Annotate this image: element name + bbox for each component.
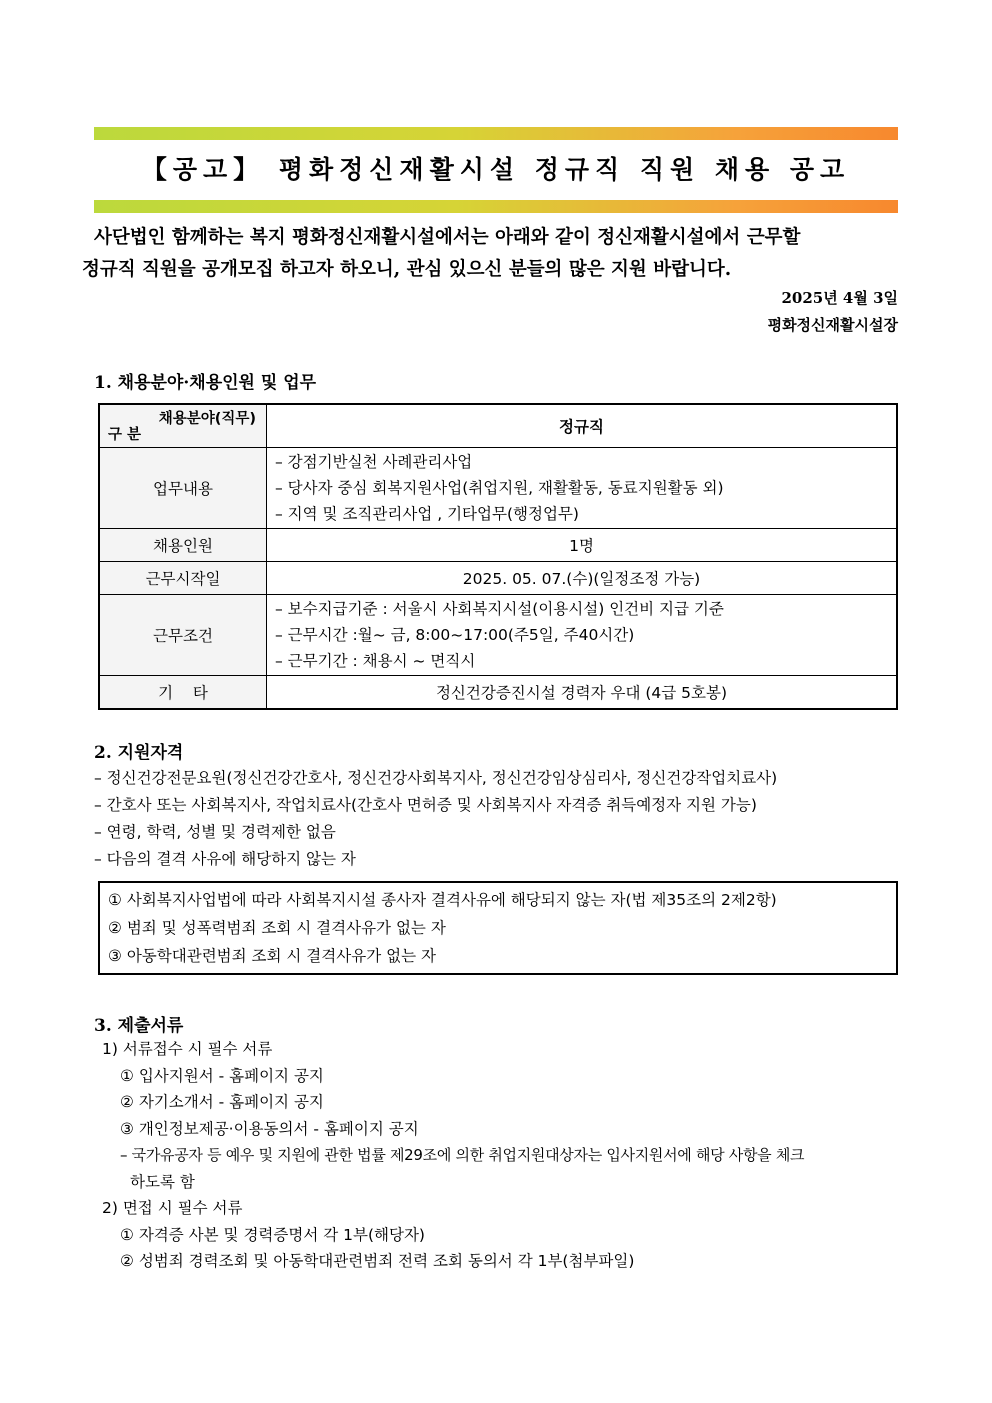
table-row bbox=[99, 529, 897, 562]
condition-line: – 보수지급기준 : 서울시 사회복지시설(이용시설) 인건비 지급 기준 bbox=[275, 600, 724, 618]
intro-line-2: 정규직 직원을 공개모집 하고자 하오니, 관심 있으신 분들의 많은 지원 바랍니다. bbox=[82, 259, 732, 280]
subsection-title: 2) 면접 시 필수 서류 bbox=[102, 1199, 243, 1217]
section-3-title: 3. 제출서류 bbox=[94, 1016, 184, 1036]
row-value: 정신건강증진시설 경력자 우대 (4급 5호봉) bbox=[267, 676, 898, 710]
diagonal-header-cell bbox=[99, 404, 267, 448]
condition-line: – 근무시간 :월~ 금, 8:00~17:00(주5일, 주40시간) bbox=[275, 626, 635, 644]
row-value: 1명 bbox=[267, 529, 898, 562]
row-value bbox=[267, 448, 898, 529]
row-value bbox=[267, 595, 898, 676]
note-line: 하도록 함 bbox=[130, 1172, 195, 1191]
header-field-label: 채용분야(직무) bbox=[158, 411, 256, 427]
list-item: ③ 아동학대관련범죄 조회 시 결격사유가 없는 자 bbox=[108, 947, 436, 965]
row-label: 근무조건 bbox=[99, 595, 267, 676]
header-value: 정규직 bbox=[267, 404, 898, 448]
row-label: 업무내용 bbox=[99, 448, 267, 529]
row-value: 2025. 05. 07.(수)(일정조정 가능) bbox=[267, 562, 898, 595]
qualification-list bbox=[94, 765, 904, 873]
list-item: – 연령, 학력, 성별 및 경력제한 없음 bbox=[94, 823, 336, 841]
duty-line: – 당사자 중심 회복지원사업(취업지원, 재활활동, 동료지원활동 외) bbox=[275, 479, 724, 497]
subsection-title: 1) 서류접수 시 필수 서류 bbox=[102, 1040, 273, 1058]
condition-line: – 근무기간 : 채용시 ~ 면직시 bbox=[275, 652, 476, 670]
table-row bbox=[99, 448, 897, 529]
row-label: 근무시작일 bbox=[99, 562, 267, 595]
section-1-title: 1. 채용분야·채용인원 및 업무 bbox=[94, 373, 317, 393]
list-item: – 간호사 또는 사회복지사, 작업치료사(간호사 면허증 및 사회복지사 자격증 취득예정자 지원 가능) bbox=[94, 796, 757, 814]
list-item: ① 사회복지사업법에 따라 사회복지시설 종사자 결격사유에 해당되지 않는 자(법 제35조의 2제2항) bbox=[108, 891, 777, 909]
documents-list bbox=[98, 1036, 898, 1275]
note-line: – 국가유공자 등 예우 및 지원에 관한 법률 제29조에 의한 취업지원대상자는 입사지원서에 해당 사항을 체크 bbox=[120, 1146, 805, 1164]
table-row bbox=[99, 562, 897, 595]
list-item: ② 자기소개서 - 홈페이지 공지 bbox=[120, 1093, 324, 1111]
list-item: ② 성범죄 경력조회 및 아동학대관련범죄 전력 조회 동의서 각 1부(첨부파일) bbox=[120, 1252, 635, 1270]
list-item: ① 자격증 사본 및 경력증명서 각 1부(해당자) bbox=[120, 1225, 425, 1244]
list-item: ② 범죄 및 성폭력범죄 조회 시 결격사유가 없는 자 bbox=[108, 919, 446, 937]
table-row bbox=[99, 676, 897, 710]
duty-line: – 강점기반실천 사례관리사업 bbox=[275, 453, 473, 471]
table-header-row bbox=[99, 404, 897, 448]
announcement-date: 2025년 4월 3일 bbox=[781, 289, 898, 307]
title-bottom-bar bbox=[94, 200, 898, 213]
header-category-label: 구 분 bbox=[108, 427, 142, 443]
recruitment-table bbox=[98, 403, 898, 710]
intro-line-1: 사단법인 함께하는 복지 평화정신재활시설에서는 아래와 같이 정신재활시설에서 근무할 bbox=[94, 227, 801, 248]
row-label: 채용인원 bbox=[99, 529, 267, 562]
duty-line: – 지역 및 조직관리사업 , 기타업무(행정업무) bbox=[275, 505, 579, 523]
page-title: 【공고】 평화정신재활시설 정규직 직원 채용 공고 bbox=[141, 155, 851, 184]
section-2-title: 2. 지원자격 bbox=[94, 743, 184, 763]
title-top-bar bbox=[94, 127, 898, 140]
table-row bbox=[99, 595, 897, 676]
intro-paragraph bbox=[82, 222, 898, 286]
row-label: 기 타 bbox=[99, 676, 267, 710]
list-item: – 정신건강전문요원(정신건강간호사, 정신건강사회복지사, 정신건강임상심리사, 정신건강작업치료사) bbox=[94, 769, 778, 787]
list-item: – 다음의 결격 사유에 해당하지 않는 자 bbox=[94, 850, 356, 868]
list-item: ③ 개인정보제공·이용동의서 - 홈페이지 공지 bbox=[120, 1119, 419, 1138]
disqualification-box bbox=[98, 881, 898, 975]
list-item: ① 입사지원서 - 홈페이지 공지 bbox=[120, 1066, 324, 1085]
issuer: 평화정신재활시설장 bbox=[767, 316, 898, 334]
